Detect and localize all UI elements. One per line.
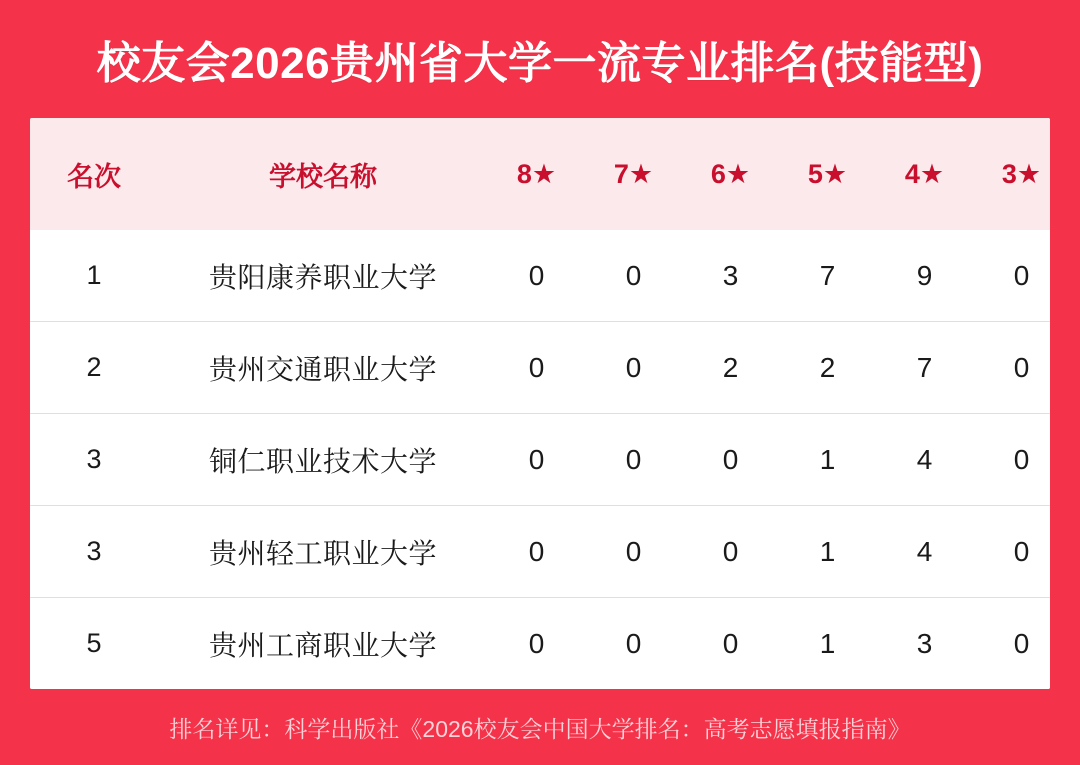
cell-6-star: 0 xyxy=(682,598,779,690)
cell-school-name: 贵州交通职业大学 xyxy=(158,322,488,414)
cell-5-star: 1 xyxy=(779,598,876,690)
column-header-school-name: 学校名称 xyxy=(158,118,488,230)
cell-8-star: 0 xyxy=(488,414,585,506)
cell-4-star: 9 xyxy=(876,230,973,322)
cell-7-star: 0 xyxy=(585,598,682,690)
cell-3-star: 0 xyxy=(973,322,1050,414)
column-header-4-star: 4★ xyxy=(876,118,973,230)
table-header xyxy=(30,118,1050,230)
table-header-row xyxy=(30,118,1050,230)
cell-7-star: 0 xyxy=(585,230,682,322)
cell-4-star: 4 xyxy=(876,506,973,598)
cell-3-star: 0 xyxy=(973,414,1050,506)
cell-8-star: 0 xyxy=(488,322,585,414)
cell-rank: 3 xyxy=(30,506,158,598)
table-row xyxy=(30,322,1050,414)
cell-3-star: 0 xyxy=(973,598,1050,690)
cell-school-name: 贵州工商职业大学 xyxy=(158,598,488,690)
cell-school-name: 铜仁职业技术大学 xyxy=(158,414,488,506)
cell-6-star: 0 xyxy=(682,414,779,506)
cell-school-name: 贵州轻工职业大学 xyxy=(158,506,488,598)
cell-rank: 2 xyxy=(30,322,158,414)
poster-footer xyxy=(0,689,1080,765)
cell-school-name: 贵阳康养职业大学 xyxy=(158,230,488,322)
table-row xyxy=(30,230,1050,322)
source-note: 排名详见：科学出版社《2026校友会中国大学排名：高考志愿填报指南》 xyxy=(169,715,911,742)
cell-6-star: 3 xyxy=(682,230,779,322)
column-header-7-star: 7★ xyxy=(585,118,682,230)
cell-4-star: 4 xyxy=(876,414,973,506)
column-header-rank: 名次 xyxy=(30,118,158,230)
cell-8-star: 0 xyxy=(488,506,585,598)
cell-8-star: 0 xyxy=(488,230,585,322)
cell-8-star: 0 xyxy=(488,598,585,690)
ranking-table-card xyxy=(30,118,1050,689)
table-row xyxy=(30,414,1050,506)
cell-rank: 5 xyxy=(30,598,158,690)
column-header-6-star: 6★ xyxy=(682,118,779,230)
cell-rank: 3 xyxy=(30,414,158,506)
cell-3-star: 0 xyxy=(973,506,1050,598)
page-title: 校友会2026贵州省大学一流专业排名(技能型) xyxy=(96,39,984,88)
cell-4-star: 3 xyxy=(876,598,973,690)
poster-title-bar xyxy=(0,0,1080,118)
cell-4-star: 7 xyxy=(876,322,973,414)
cell-rank: 1 xyxy=(30,230,158,322)
cell-5-star: 7 xyxy=(779,230,876,322)
column-header-3-star: 3★ xyxy=(973,118,1050,230)
cell-7-star: 0 xyxy=(585,322,682,414)
cell-3-star: 0 xyxy=(973,230,1050,322)
cell-5-star: 2 xyxy=(779,322,876,414)
cell-5-star: 1 xyxy=(779,414,876,506)
table-body xyxy=(30,230,1050,689)
cell-6-star: 0 xyxy=(682,506,779,598)
column-header-5-star: 5★ xyxy=(779,118,876,230)
table-row xyxy=(30,598,1050,690)
cell-7-star: 0 xyxy=(585,506,682,598)
column-header-8-star: 8★ xyxy=(488,118,585,230)
table-row xyxy=(30,506,1050,598)
cell-5-star: 1 xyxy=(779,506,876,598)
ranking-table xyxy=(30,118,1050,689)
cell-6-star: 2 xyxy=(682,322,779,414)
cell-7-star: 0 xyxy=(585,414,682,506)
